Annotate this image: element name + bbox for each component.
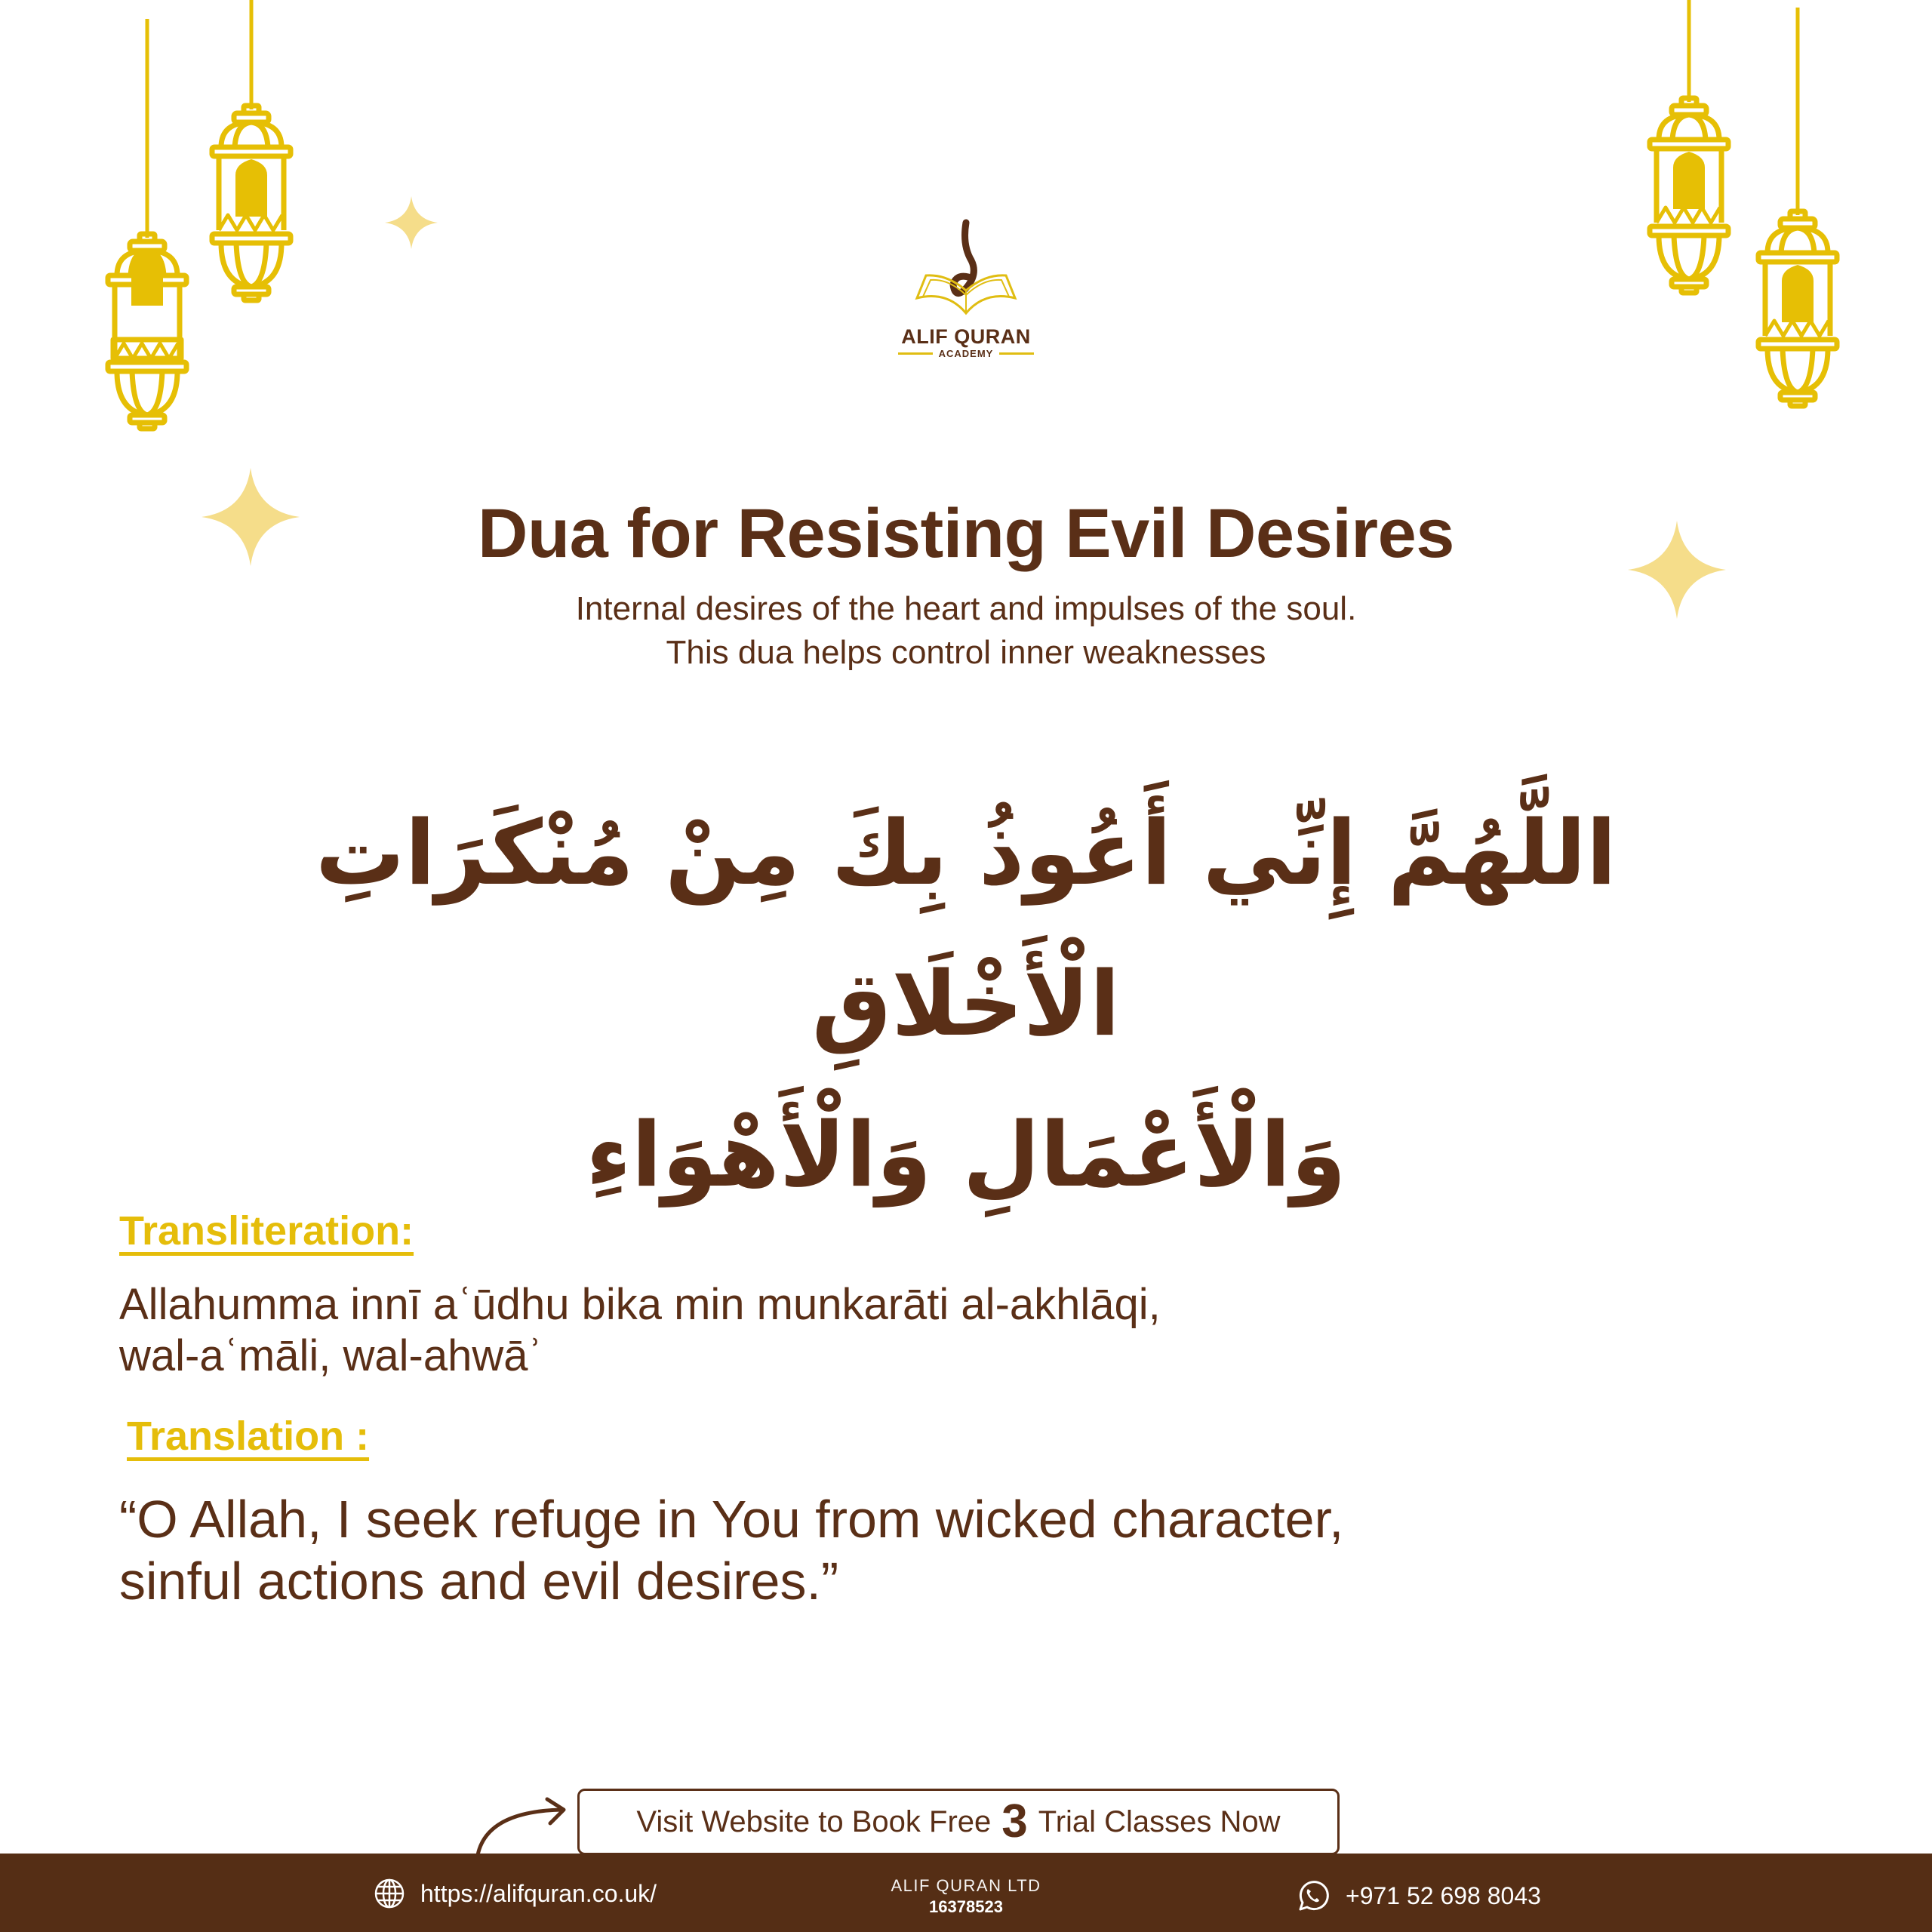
logo-subtitle: ACADEMY	[938, 348, 994, 359]
website-url[interactable]: https://alifquran.co.uk/	[420, 1879, 657, 1907]
transliteration-text	[119, 1279, 1704, 1382]
lantern-decoration-left-2	[210, 0, 293, 302]
footer	[0, 1854, 1932, 1932]
page-subtitle	[0, 587, 1932, 675]
cta-text-before: Visit Website to Book Free	[636, 1804, 992, 1838]
lantern-decoration-left-1	[106, 19, 189, 426]
phone-number[interactable]: +971 52 698 8043	[1346, 1881, 1541, 1909]
translation-line-1: “O Allah, I seek refuge in You from wicked character,	[119, 1490, 1344, 1549]
transliteration-line-1: Allahumma innī aʿūdhu bika min munkarāti al-akhlāqi,	[119, 1280, 1161, 1329]
logo-subtitle-row	[891, 348, 1041, 359]
subtitle-line-2: This dua helps control inner weaknesses	[666, 634, 1266, 671]
academy-logo	[891, 215, 1041, 366]
company-info	[815, 1876, 1117, 1918]
transliteration-label: Transliteration:	[119, 1208, 414, 1254]
arabic-line-2: وَالْأَعْمَالِ وَالْأَهْوَاءِ	[586, 1103, 1346, 1207]
book-trial-cta-button[interactable]	[577, 1789, 1340, 1855]
globe-icon	[374, 1878, 405, 1909]
lantern-decoration-right-1	[1647, 0, 1730, 302]
divider	[999, 352, 1034, 355]
transliteration-line-2: wal-aʿmāli, wal-ahwāʾ	[119, 1331, 543, 1380]
arabic-dua	[226, 777, 1706, 1230]
page-title: Dua for Resisting Evil Desires	[478, 495, 1454, 572]
website-link[interactable]	[374, 1878, 657, 1909]
company-name: ALIF QURAN LTD	[891, 1876, 1041, 1895]
sparkle-icon	[385, 196, 438, 253]
cta-number: 3	[1001, 1795, 1028, 1847]
curved-arrow-icon	[472, 1796, 570, 1860]
cta-text-after: Trial Classes Now	[1038, 1804, 1281, 1838]
logo-name: ALIF QURAN	[901, 325, 1031, 348]
translation-label: Translation :	[127, 1414, 370, 1459]
translation-text	[119, 1488, 1780, 1612]
translation-line-2: sinful actions and evil desires.”	[119, 1552, 839, 1611]
open-book-alif-icon	[909, 215, 1023, 328]
company-number: 16378523	[929, 1897, 1003, 1916]
subtitle-line-1: Internal desires of the heart and impulses of the soul.	[575, 590, 1357, 627]
phone-contact[interactable]	[1294, 1878, 1541, 1914]
lantern-decoration-right-2	[1756, 8, 1839, 423]
arabic-line-1: اللَّهُمَّ إِنِّي أَعُوذُ بِكَ مِنْ مُنْكَرَاتِ الْأَخْلَاقِ	[315, 801, 1617, 1056]
whatsapp-icon	[1294, 1878, 1331, 1914]
divider	[898, 352, 933, 355]
